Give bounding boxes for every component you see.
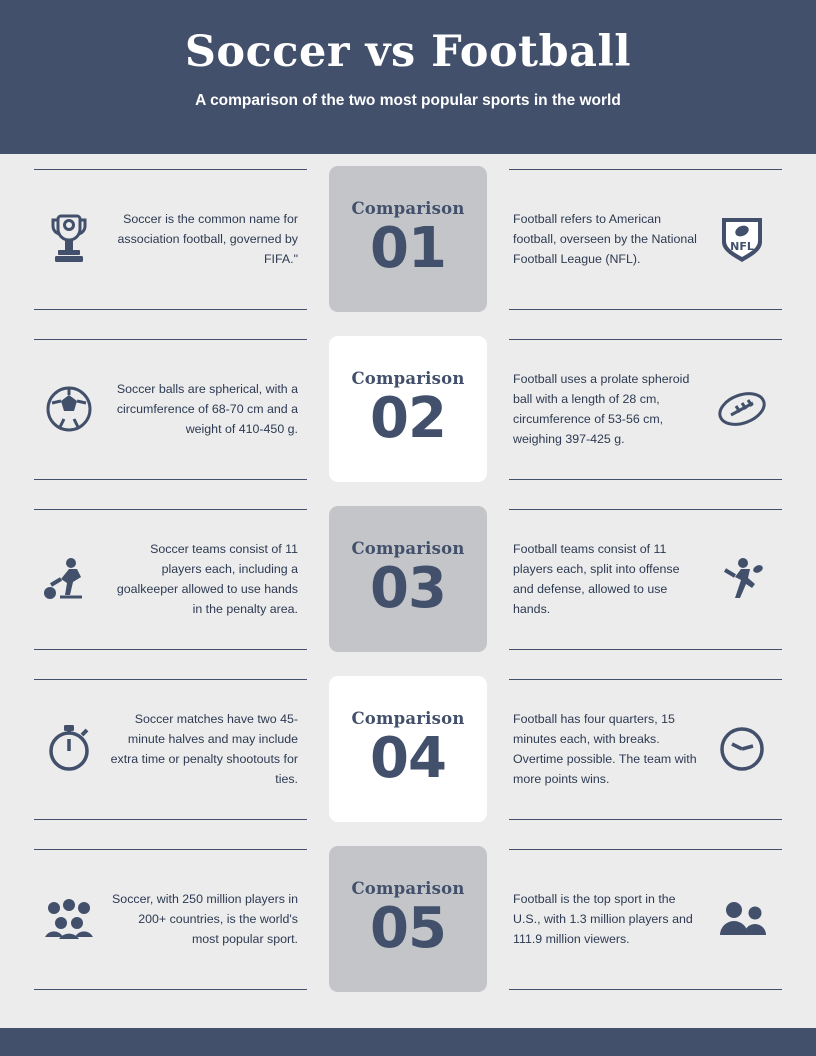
soccer-player-icon <box>38 557 100 601</box>
page-subtitle: A comparison of the two most popular sports in the world <box>195 91 621 109</box>
football-text: Football uses a prolate spheroid ball with a length of 28 cm, circumference of 53-56 cm, weighing 397-425 g. <box>513 371 690 447</box>
football-side <box>509 494 782 664</box>
svg-text:NFL: NFL <box>730 240 754 253</box>
football-text: Football teams consist of 11 players each, split into offense and defense, allowed to use hands. <box>513 541 680 617</box>
comparison-card[interactable] <box>329 846 487 992</box>
comparison-number: 04 <box>370 726 446 792</box>
comparison-label: Comparison <box>351 879 465 899</box>
comparison-card-slot <box>307 664 509 834</box>
football-text: Football refers to American football, overseen by the National Football League (NFL). <box>513 211 697 267</box>
soccer-text: Soccer matches have two 45-minute halves and may include extra time or penalty shootouts for ties. <box>110 711 298 787</box>
soccer-side <box>34 494 307 664</box>
comparison-card-slot <box>307 154 509 324</box>
footer-strip <box>0 1028 816 1056</box>
comparison-card-slot <box>307 494 509 664</box>
soccer-text: Soccer, with 250 million players in 200+ countries, is the world's most popular sport. <box>112 891 298 947</box>
comparison-row <box>34 494 782 664</box>
comparison-number: 03 <box>370 556 446 622</box>
comparison-row <box>34 154 782 324</box>
comparison-label: Comparison <box>351 199 465 219</box>
group-of-people-icon <box>38 897 100 941</box>
comparison-label: Comparison <box>351 539 465 559</box>
clock-icon <box>711 726 773 772</box>
soccer-side <box>34 324 307 494</box>
comparison-label: Comparison <box>351 369 465 389</box>
football-text: Football has four quarters, 15 minutes each, with breaks. Overtime possible. The team with more points wins. <box>513 711 697 787</box>
soccer-text: Soccer is the common name for association football, governed by FIFA." <box>117 211 298 267</box>
football-side <box>509 834 782 1004</box>
two-people-icon <box>711 899 773 939</box>
comparison-card[interactable] <box>329 676 487 822</box>
football-side <box>509 324 782 494</box>
page-header <box>0 0 816 154</box>
comparison-card[interactable] <box>329 336 487 482</box>
football-side <box>509 664 782 834</box>
american-football-icon <box>711 389 773 429</box>
comparison-card[interactable] <box>329 506 487 652</box>
comparison-card-slot <box>307 834 509 1004</box>
soccer-side <box>34 834 307 1004</box>
soccer-text: Soccer teams consist of 11 players each, including a goalkeeper allowed to use hands in the penalty area. <box>116 541 298 617</box>
comparison-card-slot <box>307 324 509 494</box>
comparison-row <box>34 324 782 494</box>
football-side <box>509 154 782 324</box>
comparison-card[interactable] <box>329 166 487 312</box>
comparison-number: 01 <box>370 216 446 282</box>
page-title: Soccer vs Football <box>184 27 632 77</box>
stopwatch-icon <box>38 724 100 774</box>
soccer-ball-icon <box>38 386 100 432</box>
comparison-row <box>34 664 782 834</box>
comparison-label: Comparison <box>351 709 465 729</box>
soccer-side <box>34 664 307 834</box>
comparison-number: 05 <box>370 896 446 962</box>
football-text: Football is the top sport in the U.S., with 1.3 million players and 111.9 million viewers. <box>513 891 693 947</box>
comparison-number: 02 <box>370 386 446 452</box>
soccer-text: Soccer balls are spherical, with a circumference of 68-70 cm and a weight of 410-450 g. <box>116 381 298 437</box>
trophy-icon <box>38 214 100 264</box>
football-player-icon <box>711 556 773 602</box>
soccer-side <box>34 154 307 324</box>
comparison-row <box>34 834 782 1004</box>
comparison-rows <box>0 154 816 1004</box>
nfl-shield-icon <box>711 214 773 264</box>
